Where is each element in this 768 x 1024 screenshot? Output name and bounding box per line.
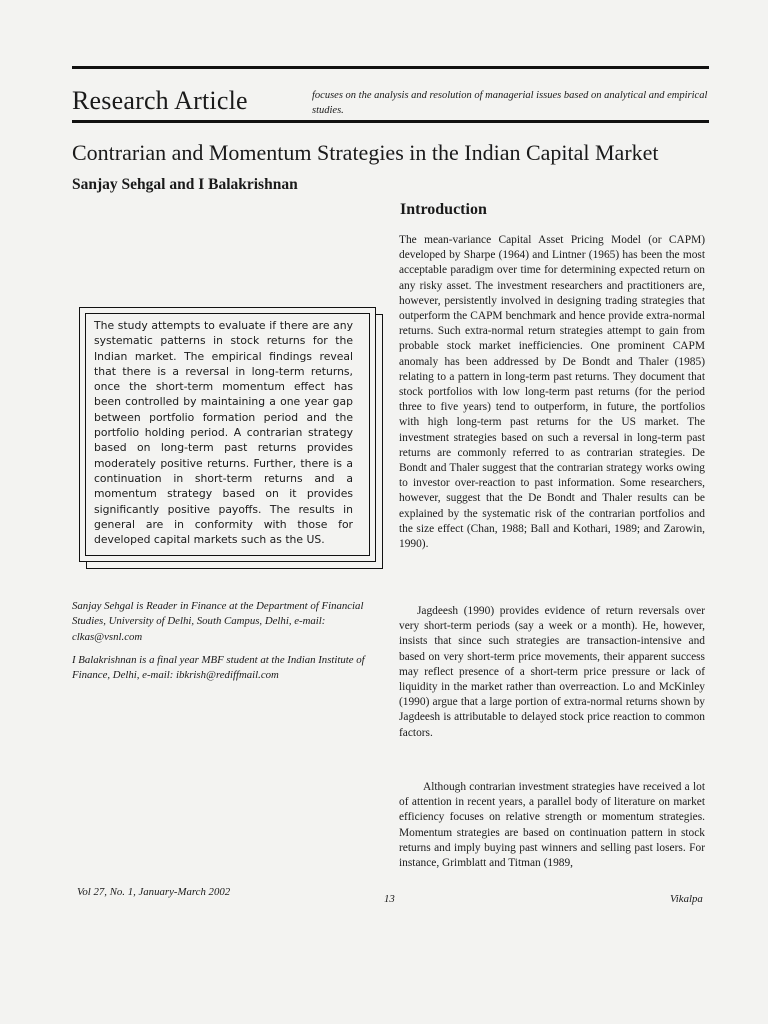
- journal-description: focuses on the analysis and resolution of managerial issues based on analytical and empirical studies.: [312, 90, 708, 116]
- body-paragraph-2: Jagdeesh (1990) provides evidence of return reversals over very short-term periods (say a week or a month). He, however, insists that since such strategies are transaction-intensive and based on very short-term price movements, their apparent success may reflect presence of a short-term price pressure or lack of liquidity in the market rather than overreaction. Lo and McKinley (1990) argue that a large portion of extra-normal returns shown by Jagdeesh is attributable to delayed stock price reaction to common factors.: [399, 605, 705, 739]
- footer-journal: Vikalpa: [670, 893, 703, 905]
- author-affiliation-balakrishnan: I Balakrishnan is a final year MBF student at the Indian Institute of Finance, Delhi, e-mail: ibkrish@rediffmail.com: [72, 654, 365, 682]
- section-label: Research Article: [72, 86, 248, 115]
- footer-page-number: 13: [384, 893, 395, 905]
- article-title: Contrarian and Momentum Strategies in the Indian Capital Market: [72, 140, 659, 165]
- header-bottom-rule: [72, 120, 709, 123]
- section-heading-introduction: Introduction: [400, 201, 487, 218]
- author-affiliation-sehgal: Sanjay Sehgal is Reader in Finance at the Department of Financial Studies, University of Delhi, South Campus, Delhi, e-mail: clkas@vsnl.com: [72, 600, 364, 643]
- body-paragraph-3: Although contrarian investment strategies have received a lot of attention in recent years, a parallel body of literature on market efficiency focuses on relative strength or momentum strategies. Momentum strategies are based on continuation pattern in stock returns and imply buying past winners and selling past losers. For instance, Grimblatt and Titman (1989,: [399, 781, 705, 870]
- footer-volume: Vol 27, No. 1, January-March 2002: [77, 886, 231, 898]
- abstract-text: The study attempts to evaluate if there are any systematic patterns in stock returns for the Indian market. The empirical findings reveal that there is a reversal in long-term returns, once the short-term momentum effect has been controlled by maintaining a one year gap between portfolio formation period and the portfolio holding period. A contrarian strategy based on long-term past returns provides moderately positive returns. Further, there is a continuation in short-term returns and a momentum strategy based on it provides significantly positive payoffs. The results in general are in conformity with those for developed capital markets such as the US.: [94, 319, 353, 547]
- header-top-rule: [72, 66, 709, 69]
- body-paragraph-1: The mean-variance Capital Asset Pricing Model (or CAPM) developed by Sharpe (1964) and Lintner (1965) has been the most acceptable paradigm over time for determining expected return on any risky asset. The investment researchers and practitioners are, however, persistently involved in designing trading strategies that outperform the CAPM benchmark and hence provide extra-normal returns. Such extra-normal return strategies attempt to gain from probable stock market inefficiencies. One prominent CAPM anomaly has been addressed by De Bondt and Thaler (1985) relating to a pattern in long-term past returns. They document that stock portfolios with low long-term past returns (for the period three to five years) tend to outperform, in future, the portfolios with high long-term past returns for the US market. The investment strategies based on such a reversal in long-term past returns are commonly referred to as contrarian strategies. De Bondt and Thaler suggest that the contrarian strategy works owing to investor over-reaction to past information. Some researchers, however, suggest that the De Bondt and Thaler results can be explained by the systematic risk of the contrarian portfolios and the size effect (Chan, 1988; Ball and Kothari, 1989; and Zarowin, 1990).: [399, 234, 705, 551]
- article-authors: Sanjay Sehgal and I Balakrishnan: [72, 176, 298, 193]
